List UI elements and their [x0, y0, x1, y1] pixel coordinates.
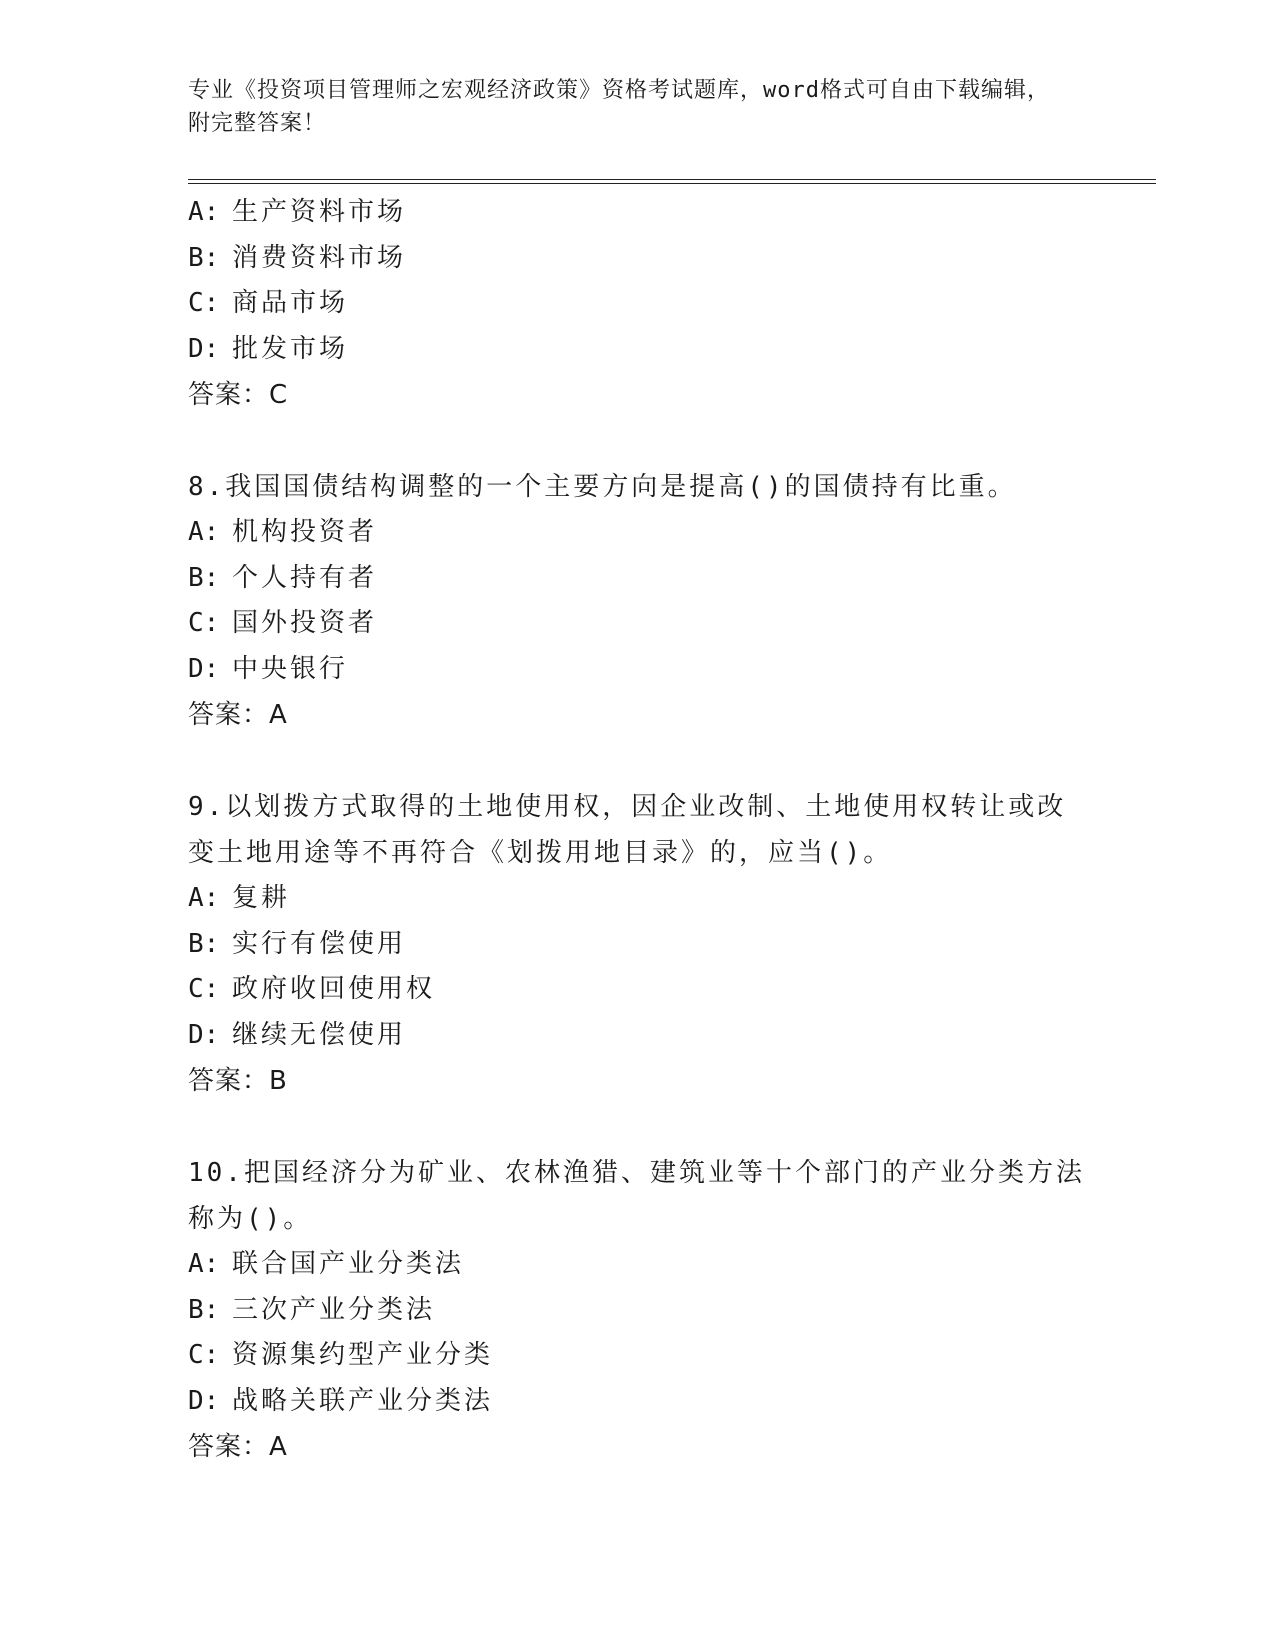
- option-c: C: 商品市场: [188, 288, 349, 318]
- question-7-options: [188, 190, 1088, 418]
- question-list: [188, 190, 1088, 1470]
- option-a: A: 复耕: [188, 883, 291, 913]
- option-d: D: 战略关联产业分类法: [188, 1385, 494, 1416]
- question-title: 9.以划拨方式取得的土地使用权，因企业改制、土地使用权转让或改变土地用途等不再符合《划拨用地目录》的，应当()。: [188, 792, 1067, 868]
- answer: 答案：C: [188, 380, 289, 410]
- option-d: D: 中央银行: [188, 653, 349, 684]
- answer: 答案：A: [188, 700, 288, 730]
- question-9: [188, 784, 1088, 1104]
- answer: 答案：A: [188, 1432, 288, 1462]
- document-header: 专业《投资项目管理师之宏观经济政策》资格考试题库，word格式可自由下载编辑，附完整答案！: [188, 78, 1050, 136]
- question-title: 10.把国经济分为矿业、农林渔猎、建筑业等十个部门的产业分类方法称为()。: [188, 1158, 1085, 1234]
- question-8: [188, 464, 1088, 738]
- option-c: C: 政府收回使用权: [188, 974, 436, 1004]
- header-rule-bottom: [188, 183, 1156, 184]
- option-d: D: 批发市场: [188, 333, 349, 364]
- option-c: C: 国外投资者: [188, 608, 378, 638]
- question-10: [188, 1150, 1088, 1470]
- option-b: B: 个人持有者: [188, 562, 378, 593]
- question-title: 8.我国国债结构调整的一个主要方向是提高()的国债持有比重。: [188, 472, 1017, 502]
- option-a: A: 机构投资者: [188, 517, 378, 547]
- option-d: D: 继续无偿使用: [188, 1019, 407, 1050]
- option-c: C: 资源集约型产业分类: [188, 1340, 494, 1370]
- option-a: A: 联合国产业分类法: [188, 1249, 465, 1279]
- option-b: B: 消费资料市场: [188, 242, 407, 273]
- option-b: B: 实行有偿使用: [188, 928, 407, 959]
- answer: 答案：B: [188, 1066, 288, 1096]
- option-a: A: 生产资料市场: [188, 197, 407, 227]
- option-b: B: 三次产业分类法: [188, 1294, 436, 1325]
- header-rule-top: [188, 179, 1156, 180]
